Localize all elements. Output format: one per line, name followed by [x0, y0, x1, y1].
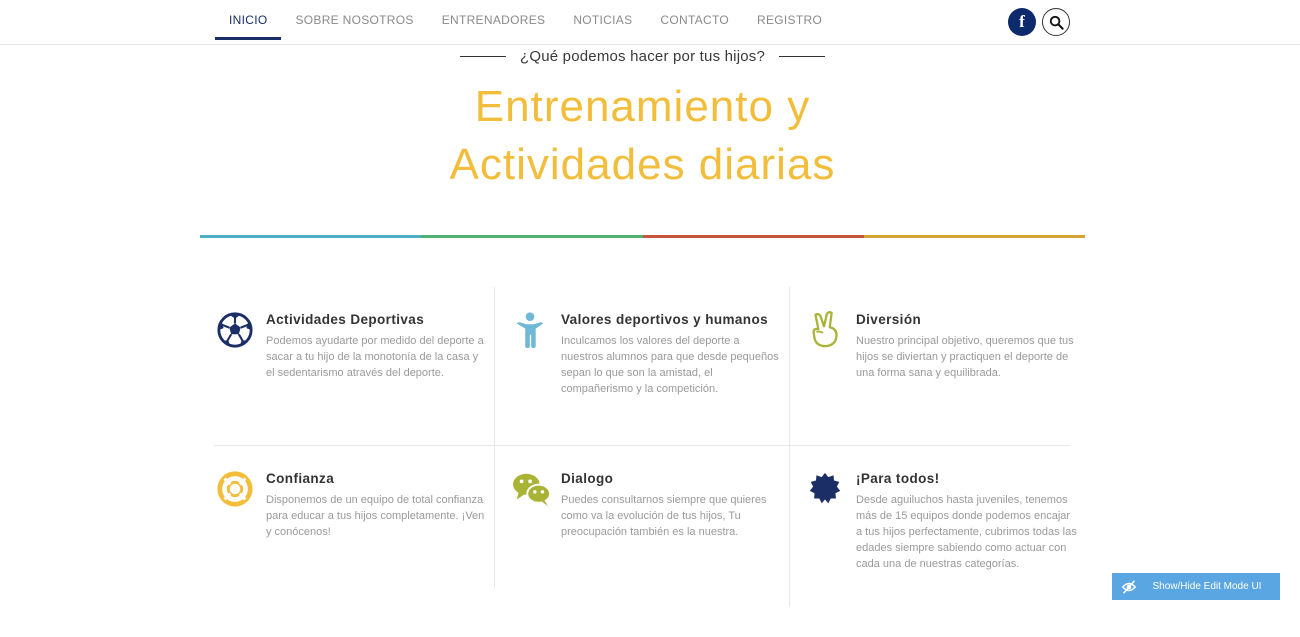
- feature-valores-deportivos: [509, 287, 779, 445]
- section-title-line-1: Entrenamiento y: [474, 82, 811, 131]
- feature-dialogo: [509, 446, 779, 606]
- feature-actividades-deportivas: [214, 287, 484, 445]
- feature-title: Dialogo: [561, 471, 614, 486]
- lifebuoy-icon: [216, 470, 254, 508]
- feature-description: Desde aguiluchos hasta juveniles, tenemos más de 15 equipos donde podemos encajar a tus hijos perfectamente, cubrimos todas las edades siempre sabiendo como actuar con cada una de nuestras categorías.: [856, 494, 1077, 570]
- top-navigation: [0, 0, 1300, 45]
- chat-bubbles-icon: [511, 470, 549, 508]
- section-title: [0, 78, 1285, 194]
- feature-confianza: [214, 446, 484, 606]
- feature-title: ¡Para todos!: [856, 471, 940, 486]
- feature-diversion: [804, 287, 1074, 445]
- features-grid: [214, 287, 1077, 607]
- multicolor-divider: [200, 235, 1085, 238]
- feature-description: Puedes consultarnos siempre que quieres como va la evolución de tus hijos, Tu preocupación también es la nuestra.: [561, 494, 767, 538]
- nav-item-inicio[interactable]: INICIO: [215, 0, 281, 40]
- divider-segment-red: [643, 235, 864, 238]
- feature-title: Diversión: [856, 312, 922, 327]
- feature-para-todos: [804, 446, 1077, 606]
- badge-star-icon: [806, 470, 844, 508]
- nav-item-sobre-nosotros[interactable]: SOBRE NOSOTROS: [295, 13, 414, 27]
- feature-description: Inculcamos los valores del deporte a nuestros alumnos para que desde pequeños sepan lo que son la amistad, el compañerismo y la competición.: [561, 335, 779, 395]
- divider-segment-green: [421, 235, 642, 238]
- search-icon[interactable]: [1042, 8, 1070, 36]
- eye-slash-icon: [1116, 580, 1142, 594]
- grid-divider-vertical-2: [789, 287, 790, 607]
- nav-menu: [215, 0, 836, 45]
- nav-item-contacto[interactable]: CONTACTO: [660, 13, 730, 27]
- feature-description: Nuestro principal objetivo, queremos que tus hijos se diviertan y practiquen el deporte de una forma sana y equilibrada.: [856, 335, 1074, 379]
- section-title-line-2: Actividades diarias: [449, 140, 836, 189]
- section-eyebrow: [0, 48, 1285, 65]
- nav-item-noticias[interactable]: NOTICIAS: [573, 13, 633, 27]
- grid-divider-vertical-1: [494, 287, 495, 589]
- peace-hand-icon: [806, 311, 844, 349]
- eyebrow-text: ¿Qué podemos hacer por tus hijos?: [519, 48, 766, 65]
- feature-title: Actividades Deportivas: [266, 312, 425, 327]
- nav-icon-group: [1008, 8, 1070, 36]
- child-icon: [511, 311, 549, 349]
- divider-segment-gold: [864, 235, 1085, 238]
- feature-title: Confianza: [266, 471, 335, 486]
- soccer-ball-icon: [216, 311, 254, 349]
- nav-item-registro[interactable]: REGISTRO: [757, 13, 823, 27]
- feature-description: Podemos ayudarte por medido del deporte a sacar a tu hijo de la monotonía de la casa y el sedentarismo através del deporte.: [266, 335, 484, 379]
- edit-mode-toggle-button[interactable]: [1112, 573, 1280, 600]
- feature-title: Valores deportivos y humanos: [561, 312, 769, 327]
- edit-mode-label: Show/Hide Edit Mode UI: [1152, 581, 1262, 592]
- feature-description: Disponemos de un equipo de total confianza para educar a tus hijos completamente. ¡Ven y conócenos!: [266, 494, 485, 538]
- divider-segment-blue: [200, 235, 421, 238]
- nav-item-entrenadores[interactable]: ENTRENADORES: [441, 13, 546, 27]
- eyebrow-divider-right: [779, 56, 825, 57]
- eyebrow-divider-left: [460, 56, 506, 57]
- facebook-icon[interactable]: f: [1008, 8, 1036, 36]
